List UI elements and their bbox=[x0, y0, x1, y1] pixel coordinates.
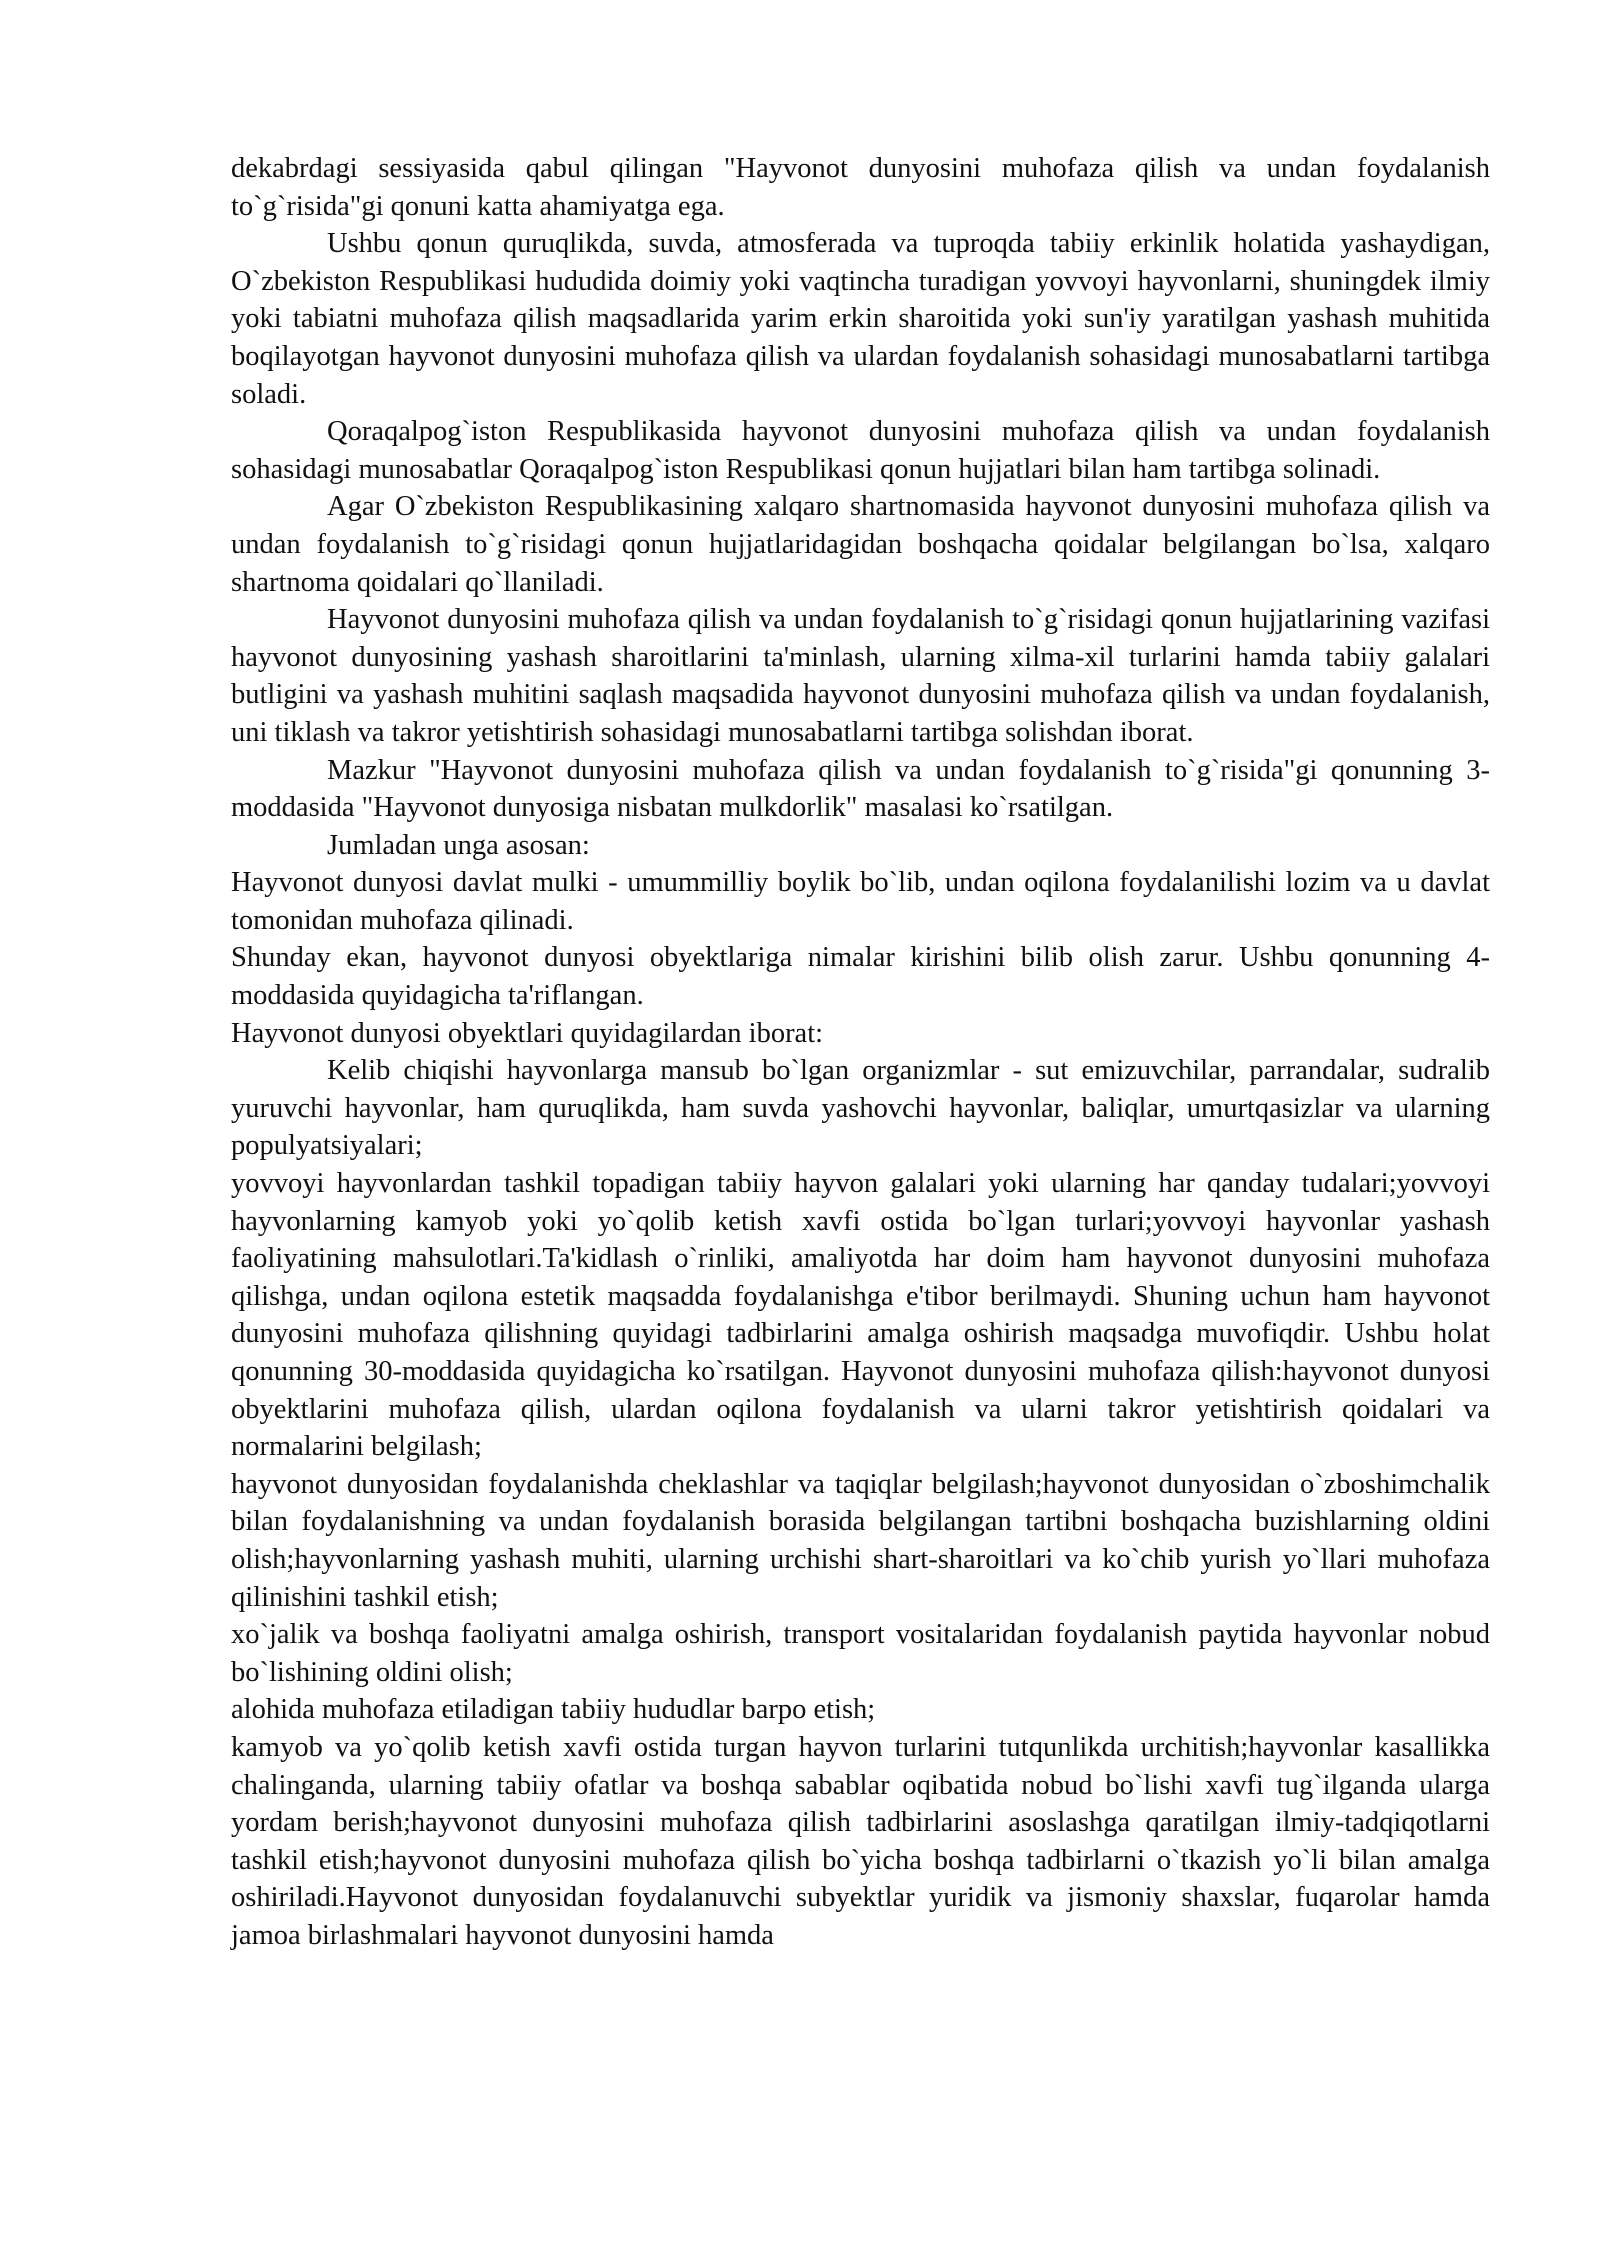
paragraph: dekabrdagi sessiyasida qabul qilingan "Hayvonot dunyosini muhofaza qilish va undan foydalanish to`g`risida"gi qonuni katta ahamiyatga ega. bbox=[231, 153, 1490, 222]
paragraph: hayvonot dunyosidan foydalanishda cheklashlar va taqiqlar belgilash;hayvonot dunyosidan o`zboshimchalik bilan foydalanishning va undan foydalanish borasida belgilangan tartibni boshqacha buzishlarning oldini olish;hayvonlarning yashash muhiti, ularning urchishi shart-sharoitlari va ko`chib yurish yo`llari muhofaza qilinishini tashkil etish; bbox=[231, 1468, 1490, 1613]
paragraph: alohida muhofaza etiladigan tabiiy hududlar barpo etish; bbox=[231, 1694, 876, 1726]
paragraph: Kelib chiqishi hayvonlarga mansub bo`lgan organizmlar - sut emizuvchilar, parrandalar, sudralib yuruvchi hayvonlar, ham quruqlikda, ham suvda yashovchi hayvonlar, baliqlar, umurtqasizlar va ularning populyatsiyalari; bbox=[231, 1055, 1490, 1162]
paragraph: Hayvonot dunyosi davlat mulki - umummilliy boylik bo`lib, undan oqilona foydalanilishi lozim va u davlat tomonidan muhofaza qilinadi. bbox=[231, 867, 1490, 936]
paragraph: Jumladan unga asosan: bbox=[327, 829, 590, 861]
paragraph: Qoraqalpog`iston Respublikasida hayvonot dunyosini muhofaza qilish va undan foydalanish sohasidagi munosabatlar Qoraqalpog`iston Respublikasi qonun hujjatlari bilan ham tartibga solinadi. bbox=[231, 416, 1490, 485]
paragraph: kamyob va yo`qolib ketish xavfi ostida turgan hayvon turlarini tutqunlikda urchitish;hayvonlar kasallikka chalinganda, ularning tabiiy ofatlar va boshqa sabablar oqibatida nobud bo`lishi xavfi tug`ilganda ularga yordam berish;hayvonot dunyosini muhofaza qilish tadbirlarini asoslashga qaratilgan ilmiy-tadqiqotlarni tashkil etish;hayvonot dunyosini muhofaza qilish bo`yicha boshqa tadbirlarni o`tkazish yo`li bilan amalga oshiriladi.Hayvonot dunyosidan foydalanuvchi subyektlar yuridik va jismoniy shaxslar, fuqarolar hamda jamoa birlashmalari hayvonot dunyosini hamda bbox=[231, 1731, 1490, 1951]
paragraph: Ushbu qonun quruqlikda, suvda, atmosferada va tuproqda tabiiy erkinlik holatida yashaydigan, O`zbekiston Respublikasi hududida doimiy yoki vaqtincha turadigan yovvoyi hayvonlarni, shuningdek ilmiy yoki tabiatni muhofaza qilish maqsadlarida yarim erkin sharoitida yoki sun'iy yaratilgan yashash muhitida boqilayotgan hayvonot dunyosini muhofaza qilish va ulardan foydalanish sohasidagi munosabatlarni tartibga soladi. bbox=[231, 228, 1490, 410]
paragraph: Shunday ekan, hayvonot dunyosi obyektlariga nimalar kirishini bilib olish zarur. Ushbu qonunning 4-moddasida quyidagicha ta'riflangan. bbox=[231, 942, 1490, 1012]
paragraph: yovvoyi hayvonlardan tashkil topadigan tabiiy hayvon galalari yoki ularning har qanday tudalari;yovvoyi hayvonlarning kamyob yoki yo`qolib ketish xavfi ostida bo`lgan turlari;yovvoyi hayvonlar yashash faoliyatining mahsulotlari.Ta'kidlash o`rinliki, amaliyotda har doim ham hayvonot dunyosini muhofaza qilishga, undan oqilona estetik maqsadda foydalanishga e'tibor berilmaydi. Shuning uchun ham hayvonot dunyosini muhofaza qilishning quyidagi tadbirlarini amalga oshirish maqsadga muvofiqdir. Ushbu holat qonunning 30-moddasida quyidagicha ko`rsatilgan. Hayvonot dunyosini muhofaza qilish:hayvonot dunyosi obyektlarini muhofaza qilish, ulardan oqilona foydalanish va ularni takror yetishtirish qoidalari va normalarini belgilash; bbox=[231, 1168, 1490, 1463]
paragraph: Mazkur "Hayvonot dunyosini muhofaza qilish va undan foydalanish to`g`risida"gi qonunning 3-moddasida "Hayvonot dunyosiga nisbatan mulkdorlik" masalasi ko`rsatilgan. bbox=[231, 754, 1490, 824]
paragraph: Hayvonot dunyosi obyektlari quyidagilardan iborat: bbox=[231, 1017, 824, 1049]
paragraph: xo`jalik va boshqa faoliyatni amalga oshirish, transport vositalaridan foydalanish paytida hayvonlar nobud bo`lishining oldini olish; bbox=[231, 1619, 1490, 1688]
paragraph: Agar O`zbekiston Respublikasining xalqaro shartnomasida hayvonot dunyosini muhofaza qilish va undan foydalanish to`g`risidagi qonun hujjatlaridagidan boshqacha qoidalar belgilangan bo`lsa, xalqaro shartnoma qoidalari qo`llaniladi. bbox=[231, 491, 1490, 598]
document-page bbox=[231, 150, 1490, 1955]
paragraph: Hayvonot dunyosini muhofaza qilish va undan foydalanish to`g`risidagi qonun hujjatlarining vazifasi hayvonot dunyosining yashash sharoitlarini ta'minlash, ularning xilma-xil turlarini hamda tabiiy galalari butligini va yashash muhitini saqlash maqsadida hayvonot dunyosini muhofaza qilish va undan foydalanish, uni tiklash va takror yetishtirish sohasidagi munosabatlarni tartibga solishdan iborat. bbox=[231, 604, 1490, 748]
